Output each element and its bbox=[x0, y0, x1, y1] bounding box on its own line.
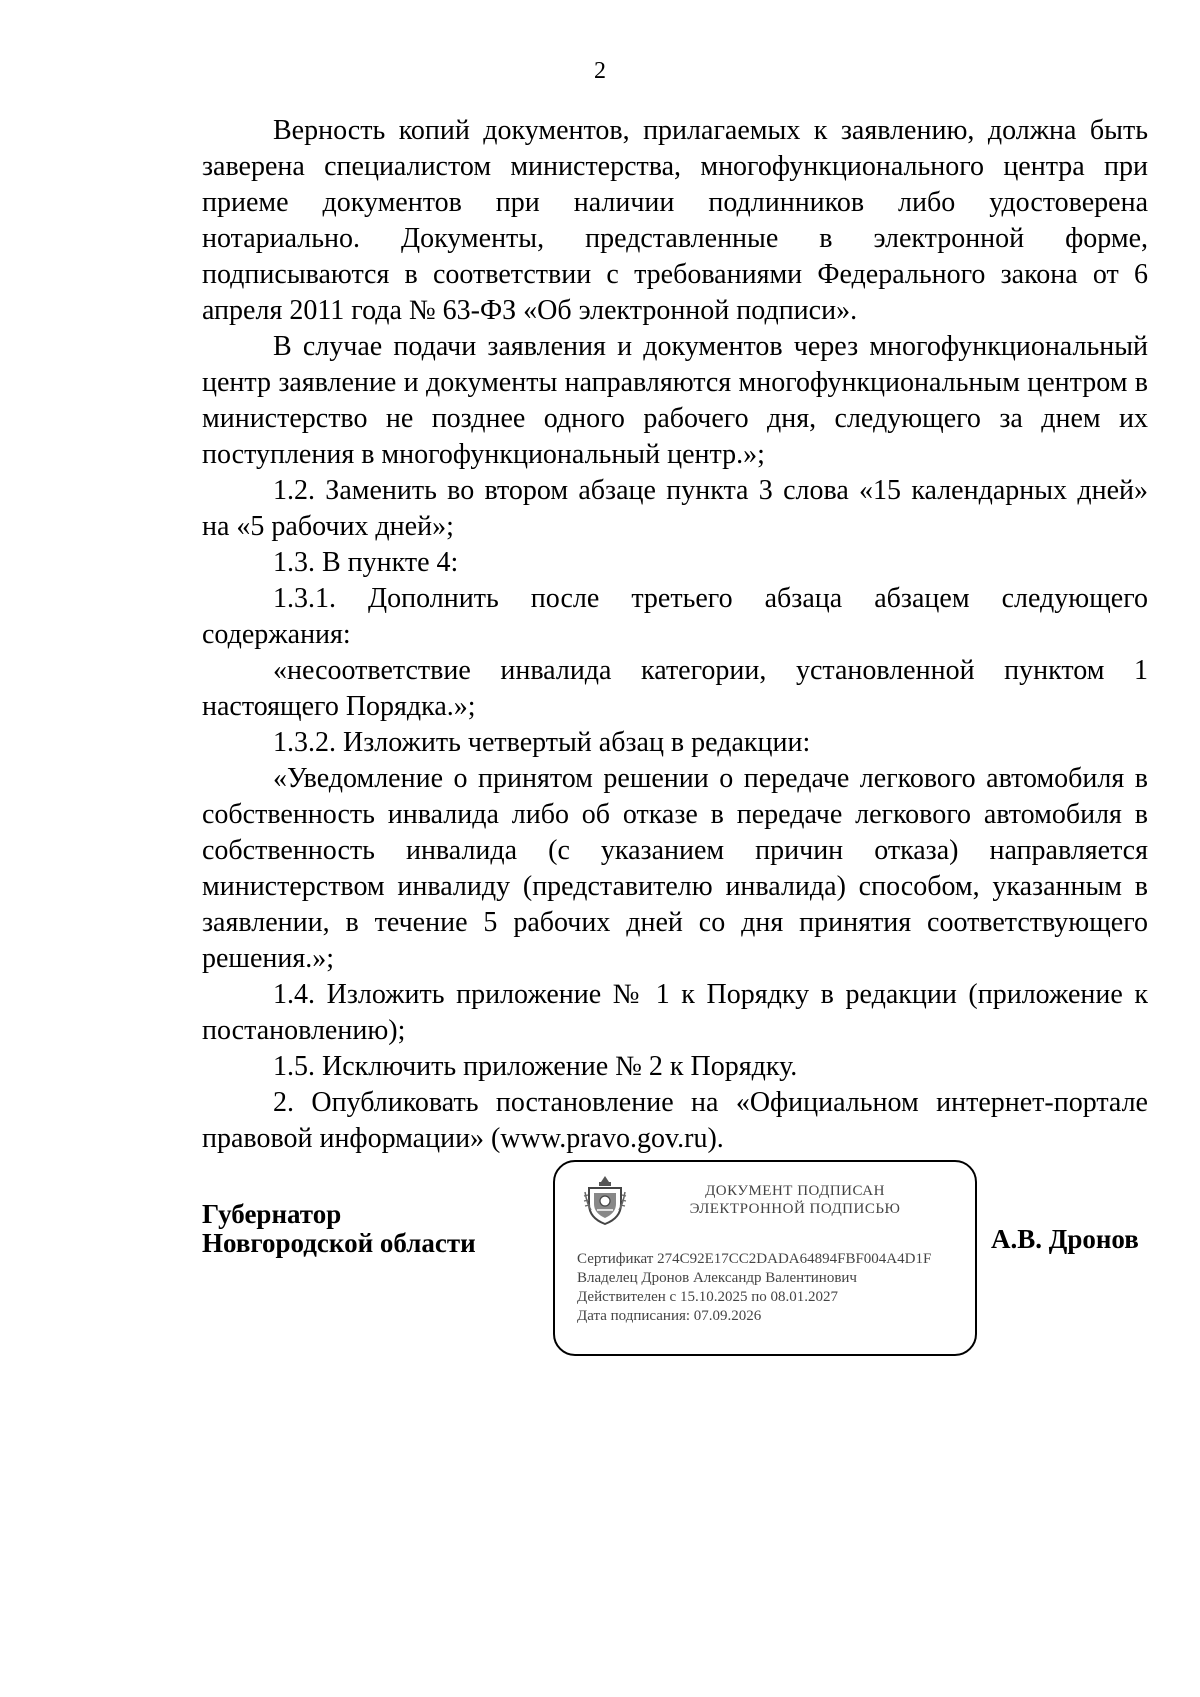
paragraph-item-1-3: 1.3. В пункте 4: bbox=[273, 547, 459, 578]
stamp-owner: Владелец Дронов Александр Валентинович bbox=[577, 1270, 857, 1286]
signer-name: А.В. Дронов bbox=[991, 1224, 1139, 1254]
paragraph-quote-non-compliance: «несоответствие инвалида категории, установленной пунктом 1 настоящего Порядка.»; bbox=[202, 655, 1148, 722]
stamp-signed-date: Дата подписания: 07.09.2026 bbox=[577, 1308, 762, 1324]
paragraph-item-1-3-2: 1.3.2. Изложить четвертый абзац в редакции: bbox=[273, 727, 811, 758]
e-signature-stamp bbox=[553, 1160, 977, 1356]
signatory-title-line-1: Губернатор bbox=[202, 1199, 342, 1229]
stamp-certificate: Сертификат 274C92E17CC2DADA64894FBF004A4D1F bbox=[577, 1251, 932, 1267]
paragraph-item-1-2: 1.2. Заменить во втором абзаце пункта 3 слова «15 календарных дней» на «5 рабочих дней»; bbox=[202, 475, 1148, 542]
paragraph-copies-certification: Верность копий документов, прилагаемых к заявлению, должна быть заверена специалистом министерства, многофункционального центра при приеме документов при наличии подлинников либо удостоверена нотариально. Документы, представленные в электронной форме, подписываются в соответствии с требованиями Федерального закона от 6 апреля 2011 года № 63-ФЗ «Об электронной подписи». bbox=[202, 115, 1148, 326]
stamp-details bbox=[577, 1250, 931, 1326]
stamp-validity: Действителен с 15.10.2025 по 08.01.2027 bbox=[577, 1289, 838, 1305]
signatory-title-line-2: Новгородской области bbox=[202, 1228, 476, 1258]
paragraph-mfc-submission: В случае подачи заявления и документов через многофункциональный центр заявление и документы направляются многофункциональным центром в министерство не позднее одного рабочего дня, следующего за днем их поступления в многофункциональный центр.»; bbox=[202, 331, 1148, 470]
paragraph-item-1-5: 1.5. Исключить приложение № 2 к Порядку. bbox=[273, 1051, 798, 1082]
stamp-heading-line-1: ДОКУМЕНТ ПОДПИСАН bbox=[705, 1183, 885, 1199]
coat-of-arms-icon bbox=[583, 1174, 627, 1226]
paragraph-item-1-3-1: 1.3.1. Дополнить после третьего абзаца абзацем следующего содержания: bbox=[202, 583, 1148, 650]
stamp-heading-line-2: ЭЛЕКТРОННОЙ ПОДПИСЬЮ bbox=[689, 1201, 901, 1217]
paragraph-item-1-4: 1.4. Изложить приложение № 1 к Порядку в редакции (приложение к постановлению); bbox=[202, 979, 1148, 1046]
paragraph-item-2: 2. Опубликовать постановление на «Официальном интернет-портале правовой информации» (www.pravo.gov.ru). bbox=[202, 1087, 1148, 1154]
document-body bbox=[202, 113, 1148, 1157]
signature-block bbox=[0, 1160, 1200, 1380]
stamp-heading bbox=[645, 1182, 945, 1218]
paragraph-quote-notification: «Уведомление о принятом решении о передаче легкового автомобиля в собственность инвалида либо об отказе в передаче легкового автомобиля в собственность инвалида (с указанием причин отказа) направляется министерством инвалиду (представителю инвалида) способом, указанным в заявлении, в течение 5 рабочих дней со дня принятия соответствующего решения.»; bbox=[202, 763, 1148, 974]
signatory-title bbox=[202, 1200, 476, 1258]
page-number: 2 bbox=[594, 58, 606, 84]
